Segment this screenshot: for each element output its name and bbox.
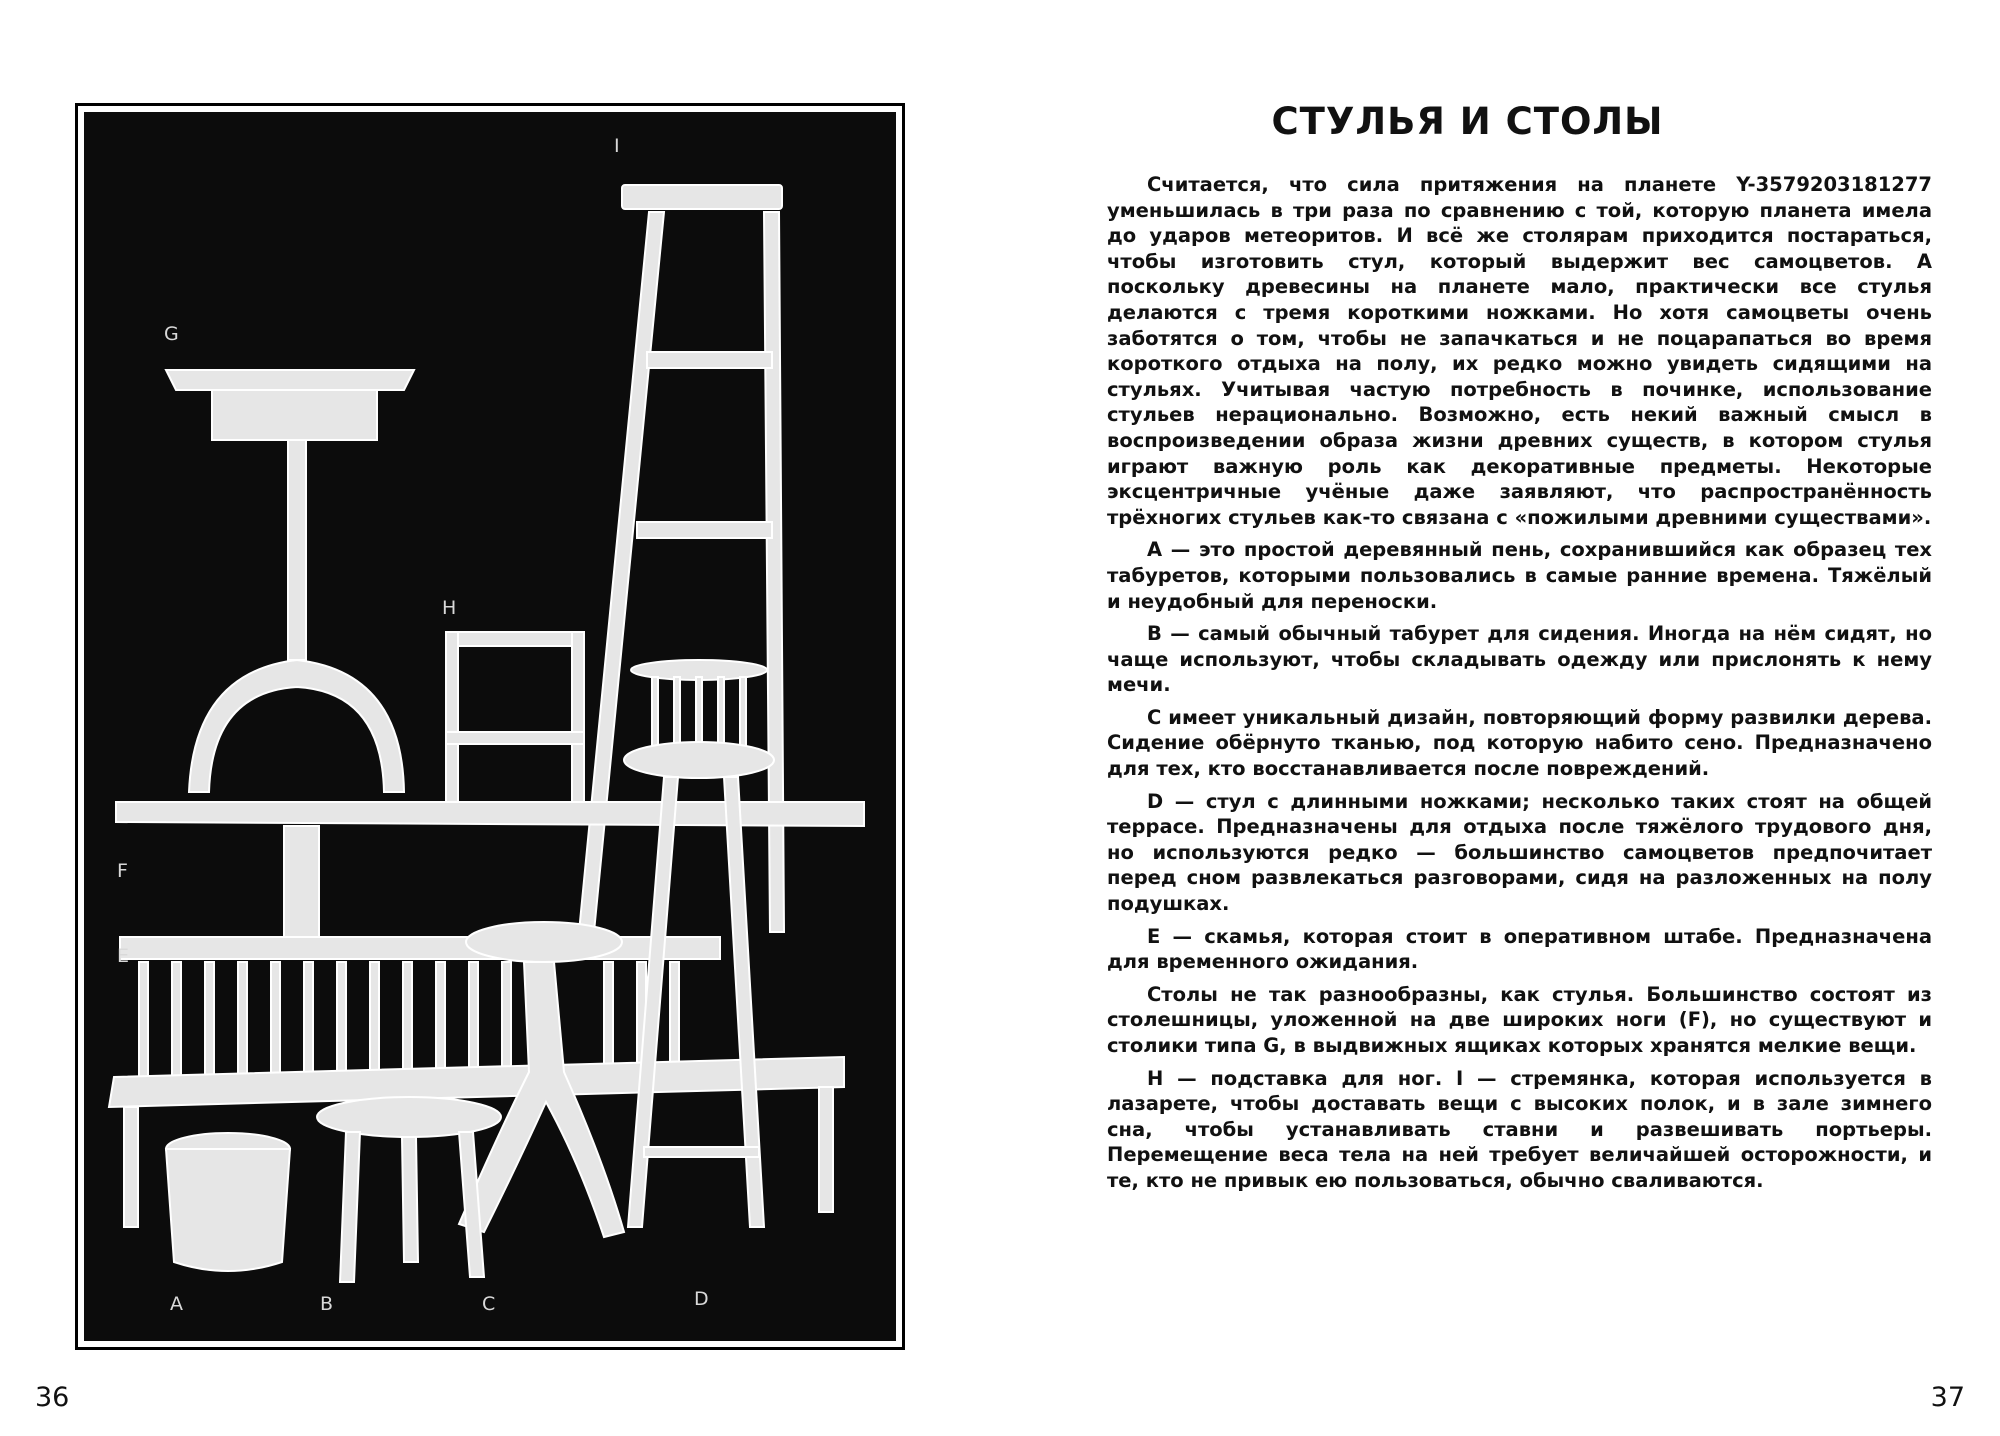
ladder-step-1 [647,352,772,368]
paragraph-intro: Считается, что сила притяжения на планете Y-3579203181277 уменьшилась в три раза по сравнению с той, которую планета имела до ударов метеоритов. И всё же столярам приходится постараться, чтобы изготовить стул, который выдержит вес самоцветов. А поскольку древесины на планете мало, практически все стулья делаются с тремя короткими ножками. Но хотя самоцветы очень заботятся о том, чтобы не запачкаться и не поцарапаться во время короткого отдыха на полу, их редко можно увидеть сидящими на стульях. Учитывая частую потребность в починке, использование стульев нерационально. Возможно, есть некий важный смысл в воспроизведении образа жизни древних существ, в котором стулья играют важную роль как декоративные предметы. Некоторые эксцентричные учёные даже заявляют, что распространённость трёхногих стульев как-то связана с «пожилыми древними существами». [1107,173,1932,529]
label-e: E [117,945,130,967]
label-c: C [482,1293,496,1315]
paragraph-h-i: H — подставка для ног. I — стремянка, которая используется в лазарете, чтобы доставать вещи с высоких полок, и в зале зимнего сна, чтобы устанавливать ставни и развешивать портьеры. Перемещение веса тела на ней требует величайшей осторожности, и те, кто не привык ею пользоваться, обычно сваливаются. [1107,1066,1932,1192]
paragraph-a: A — это простой деревянный пень, сохранившийся как образец тех табуретов, которыми пользовались в самые ранние времена. Тяжёлый и неудобный для переноски. [1107,538,1932,613]
paragraph-e: E — скамья, которая стоит в оперативном штабе. Предназначена для временного ожидания. [1107,924,1932,974]
table-g-drawer [212,390,377,440]
paragraph-d: D — стул с длинными ножками; несколько таких стоят на общей террасе. Предназначены для отдыха после тяжёлого трудового дня, но используются редко — большинство самоцветов предпочитает перед сном развлекаться разговорами, сидя на разложенных на полу подушках. [1107,789,1932,916]
table-f-leg [284,826,319,946]
paragraph-c: C имеет уникальный дизайн, повторяющий форму развилки дерева. Сидение обёрнуто тканью, под которую набито сено. Предназначено для тех, кто восстанавливается после повреждений. [1107,705,1932,781]
chair-h-right-post [572,632,584,807]
table-g-stem [288,440,306,660]
label-f: F [117,860,128,882]
chair-h-left-post [446,632,458,807]
illustration-frame [75,103,905,1350]
furniture-illustration [84,112,896,1341]
paragraph-b: B — самый обычный табурет для сидения. Иногда на нём сидят, но чаще используют, чтобы складывать одежду или прислонять к нему мечи. [1107,622,1932,697]
bench-e-spindles [139,962,679,1077]
bench-e-back [120,937,720,959]
body-text [1107,172,1932,1201]
bench-e-leg-left [124,1107,138,1227]
table-f-top [116,802,864,826]
ladder-step-2 [637,522,772,538]
furniture-drawing [84,112,896,1341]
label-b: B [320,1293,334,1315]
stool-c-fork [459,962,624,1237]
stool-d-seat [624,742,774,778]
chair-h-back-top [446,632,584,646]
chair-h-rail [446,732,584,744]
ladder-top [622,185,782,209]
bench-e-leg-right [819,1087,833,1212]
label-d: D [694,1288,709,1310]
stool-d-rung [644,1147,759,1157]
page-title: СТУЛЬЯ И СТОЛЫ [1271,100,1664,143]
right-page [1000,0,2000,1436]
table-g-top [166,370,414,390]
paragraph-tables: Столы не так разнообразны, как стулья. Большинство состоят из столешницы, уложенной на две широких ноги (F), но существуют и столики типа G, в выдвижных ящиках которых хранятся мелкие вещи. [1107,982,1932,1057]
label-h: H [442,597,457,619]
stool-c-seat [466,922,622,962]
stool-d-leg-right [724,777,764,1227]
table-g-arch [189,660,404,792]
page-number-right: 37 [1930,1382,1965,1413]
stump-a-body [166,1149,290,1271]
label-a: A [170,1293,183,1315]
label-g: G [164,323,179,345]
stool-b-leg-left [340,1132,360,1282]
page-number-left: 36 [35,1382,70,1413]
stool-b-leg-mid [402,1137,418,1262]
label-i: I [614,135,620,157]
